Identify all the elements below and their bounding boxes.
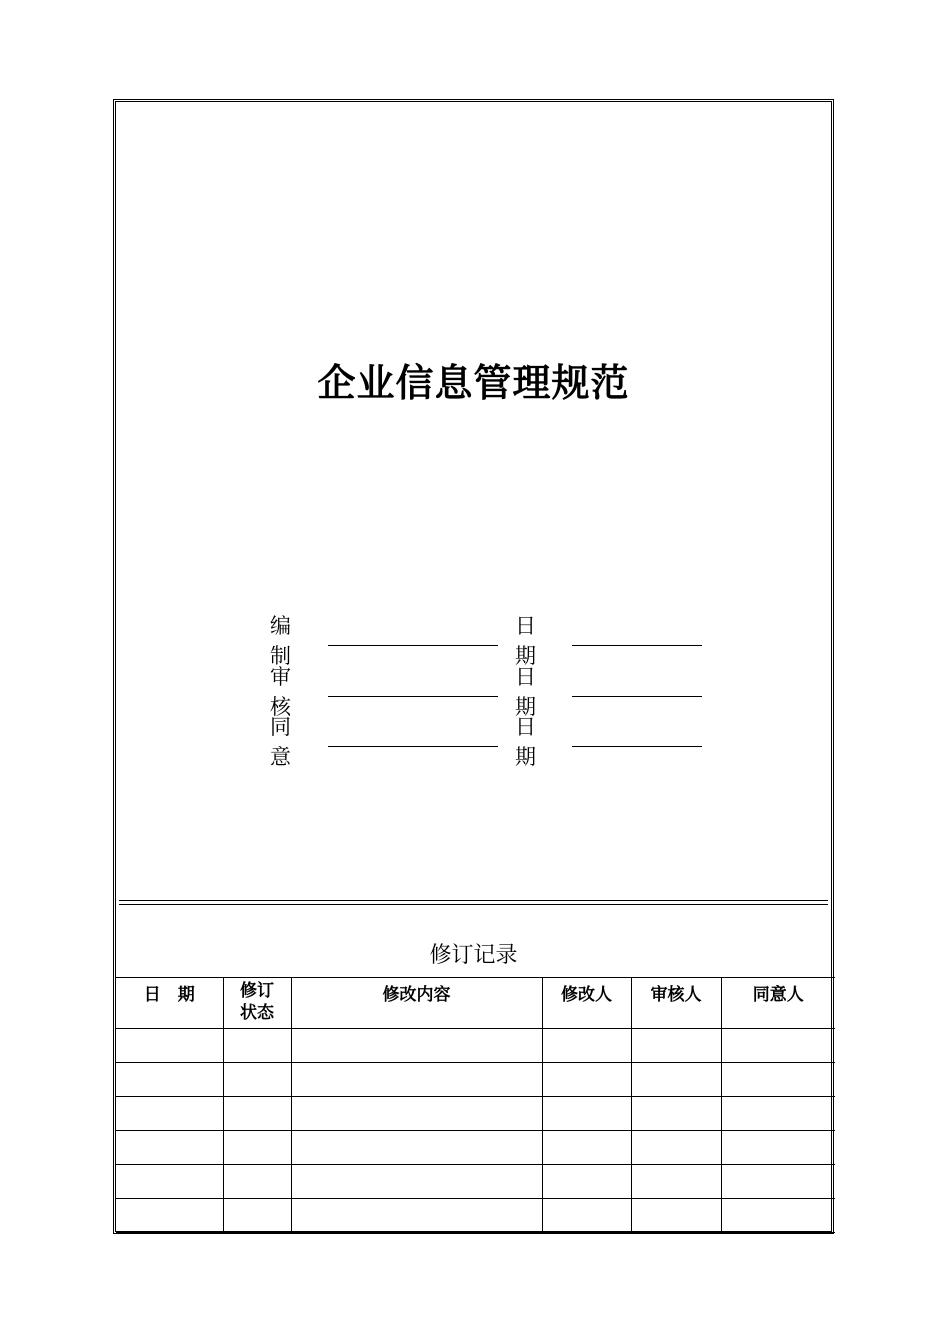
table-cell [542, 1165, 631, 1199]
signoff-role-label: 同意 [270, 715, 291, 769]
table-cell [291, 1063, 542, 1097]
column-header-revision-status: 修订 状态 [223, 978, 291, 1029]
table-cell [223, 1063, 291, 1097]
signoff-role-label: 编制 [270, 614, 291, 668]
table-row [116, 1029, 835, 1063]
table-cell [116, 1199, 223, 1233]
table-cell [542, 1097, 631, 1131]
column-header-date: 日 期 [116, 978, 223, 1029]
table-header-row [116, 978, 835, 1029]
table-cell [223, 1097, 291, 1131]
signoff-role-label: 审核 [270, 665, 291, 719]
table-cell [223, 1029, 291, 1063]
table-cell [291, 1165, 542, 1199]
table-row [116, 1165, 835, 1199]
table-cell [721, 1165, 835, 1199]
table-cell [631, 1029, 721, 1063]
table-cell [116, 1131, 223, 1165]
table-cell [116, 1029, 223, 1063]
table-cell [542, 1063, 631, 1097]
signature-line [328, 645, 498, 646]
signature-line [328, 696, 498, 697]
table-row [116, 1097, 835, 1131]
table-row [116, 1131, 835, 1165]
table-cell [542, 1199, 631, 1233]
table-cell [631, 1063, 721, 1097]
table-cell [631, 1199, 721, 1233]
date-line [572, 696, 702, 697]
table-cell [721, 1063, 835, 1097]
table-cell [116, 1165, 223, 1199]
table-cell [291, 1097, 542, 1131]
table-cell [631, 1165, 721, 1199]
column-header-modifier: 修改人 [542, 978, 631, 1029]
date-line [572, 645, 702, 646]
table-cell [542, 1029, 631, 1063]
table-cell [542, 1131, 631, 1165]
date-line [572, 746, 702, 747]
column-header-changes: 修改内容 [291, 978, 542, 1029]
revision-record-title: 修订记录 [429, 943, 518, 968]
table-cell [721, 1199, 835, 1233]
document-frame [113, 99, 834, 1234]
table-cell [291, 1131, 542, 1165]
table-cell [721, 1131, 835, 1165]
table-cell [631, 1097, 721, 1131]
table-row [116, 1199, 835, 1233]
table-row [116, 1063, 835, 1097]
table-cell [116, 1063, 223, 1097]
table-cell [721, 1029, 835, 1063]
table-cell [291, 1029, 542, 1063]
signoff-date-label: 日期 [515, 715, 536, 769]
table-cell [291, 1199, 542, 1233]
signature-line [328, 746, 498, 747]
table-cell [721, 1097, 835, 1131]
column-header-approver: 同意人 [721, 978, 835, 1029]
table-cell [631, 1131, 721, 1165]
table-cell [116, 1097, 223, 1131]
revision-table [116, 977, 835, 1233]
table-cell [223, 1165, 291, 1199]
section-divider [119, 900, 828, 905]
signoff-date-label: 日期 [515, 614, 536, 668]
table-cell [223, 1199, 291, 1233]
signoff-date-label: 日期 [515, 665, 536, 719]
document-title: 企业信息管理规范 [317, 361, 630, 405]
table-cell [223, 1131, 291, 1165]
column-header-reviewer: 审核人 [631, 978, 721, 1029]
